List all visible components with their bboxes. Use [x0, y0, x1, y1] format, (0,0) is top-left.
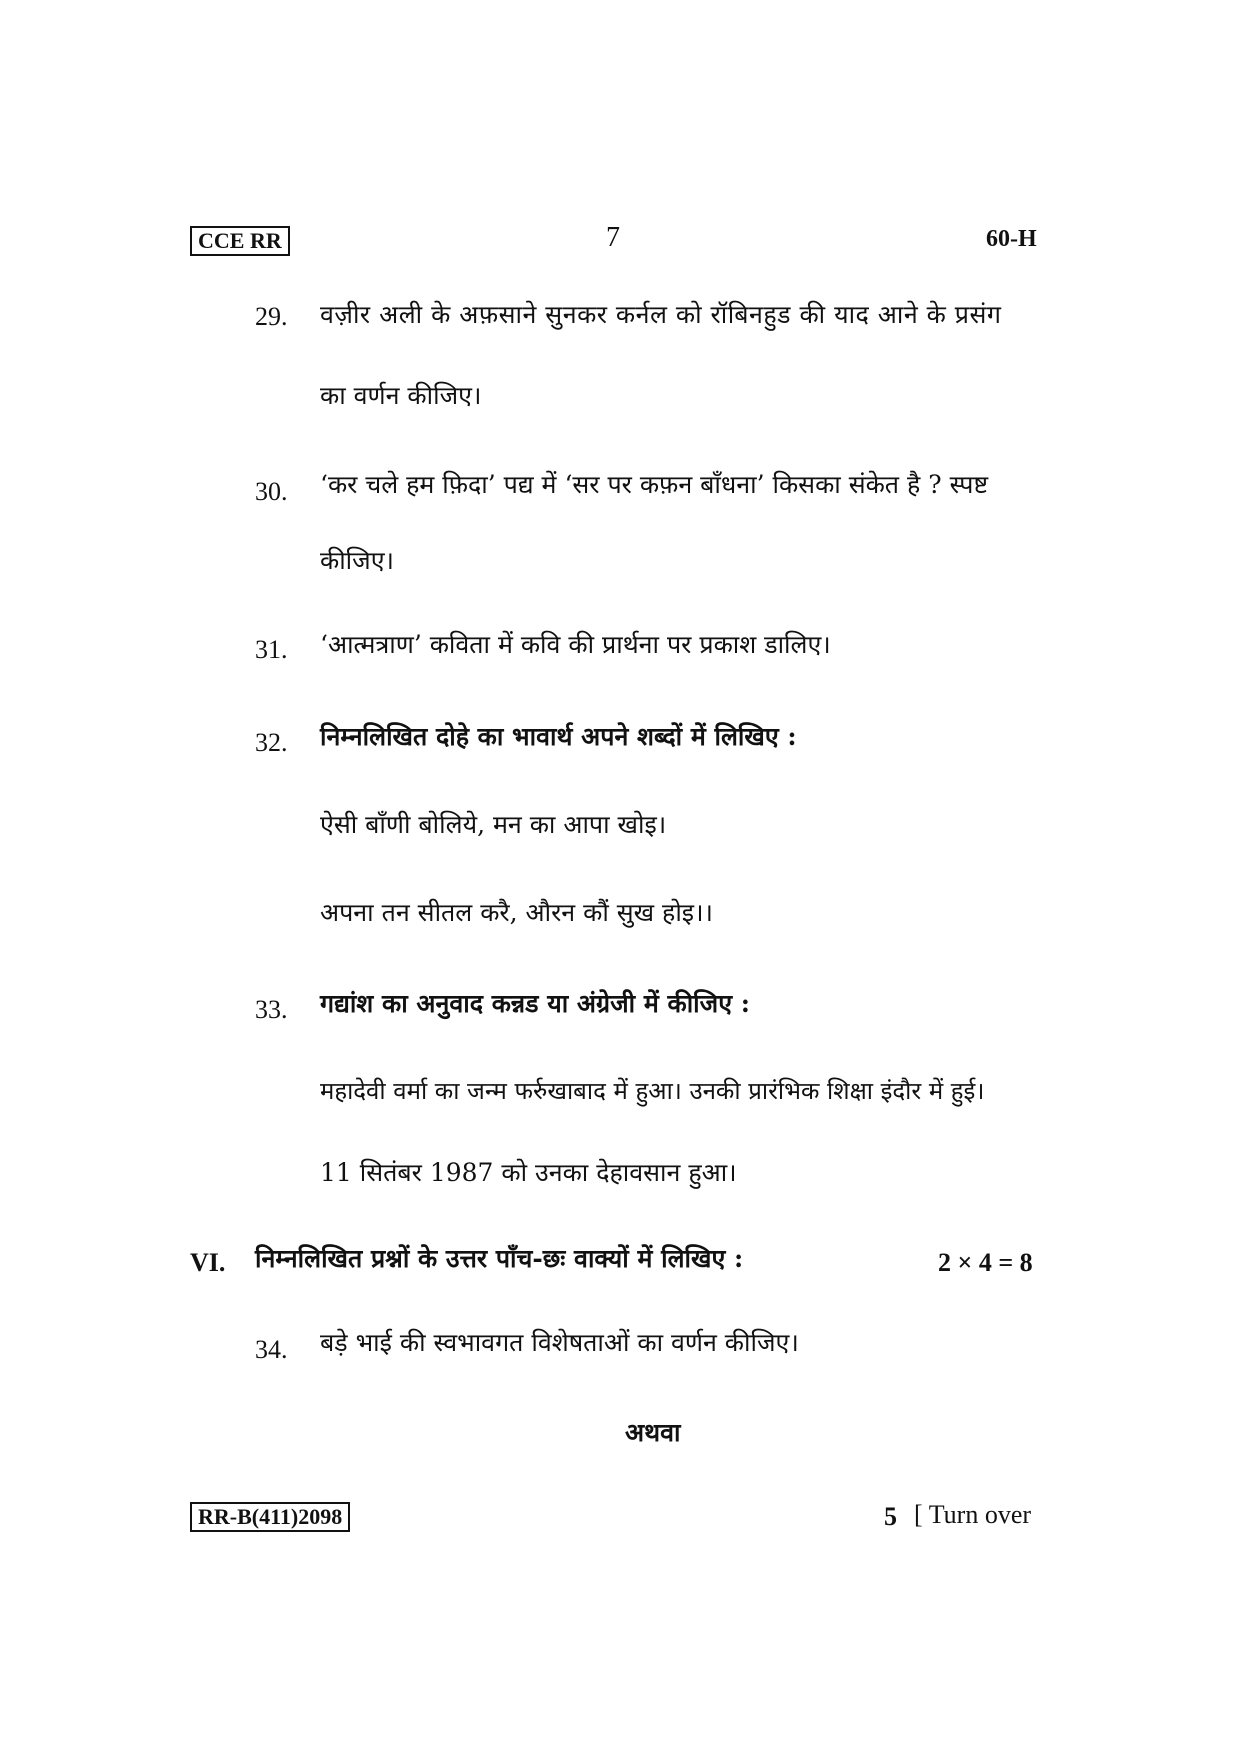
question-32-instruction: निम्नलिखित दोहे का भावार्थ अपने शब्दों में लिखिए : — [320, 722, 797, 751]
section-numeral: VI. — [190, 1248, 226, 1277]
question-33-passage-line-1: महादेवी वर्मा का जन्म फर्रुखाबाद में हुआ। उनकी प्रारंभिक शिक्षा इंदौर में हुई। — [320, 1077, 985, 1105]
question-34-line-1: बड़े भाई की स्वभावगत विशेषताओं का वर्णन कीजिए। — [320, 1328, 799, 1357]
header-code-box: CCE RR — [190, 226, 290, 256]
question-number-31: 31. — [255, 635, 288, 664]
question-30-line-1: ‘कर चले हम फ़िदा’ पद्य में ‘सर पर कफ़न बाँधना’ किसका संकेत है ? स्पष्ट — [320, 470, 989, 499]
footer-code-box: RR-B(411)2098 — [190, 1502, 350, 1532]
sheet-number: 5 — [884, 1502, 897, 1531]
or-label: अथवा — [625, 1418, 681, 1447]
page-number: 7 — [606, 222, 620, 253]
paper-code: 60-H — [986, 226, 1037, 252]
section-instruction: निम्नलिखित प्रश्नों के उत्तर पाँच-छः वाक्यों में लिखिए : — [255, 1244, 744, 1273]
section-marks: 2 × 4 = 8 — [938, 1248, 1033, 1277]
question-number-32: 32. — [255, 728, 288, 757]
question-number-33: 33. — [255, 995, 288, 1024]
question-29-line-2: का वर्णन कीजिए। — [320, 381, 482, 410]
question-33-instruction: गद्यांश का अनुवाद कन्नड या अंग्रेजी में कीजिए : — [320, 989, 750, 1018]
question-number-29: 29. — [255, 302, 288, 331]
question-32-verse-2: अपना तन सीतल करै, औरन कौं सुख होइ।। — [320, 898, 714, 927]
question-number-30: 30. — [255, 477, 288, 506]
question-32-verse-1: ऐसी बाँणी बोलिये, मन का आपा खोइ। — [320, 810, 667, 839]
question-33-passage-line-2: 11 सितंबर 1987 को उनका देहावसान हुआ। — [320, 1158, 737, 1187]
question-29-line-1: वज़ीर अली के अफ़साने सुनकर कर्नल को रॉबिनहुड की याद आने के प्रसंग — [320, 300, 1002, 329]
question-31-line-1: ‘आत्मत्राण’ कविता में कवि की प्रार्थना पर प्रकाश डालिए। — [320, 630, 831, 659]
question-30-line-2: कीजिए। — [320, 546, 395, 575]
turn-over: [ Turn over — [914, 1500, 1032, 1529]
question-number-34: 34. — [255, 1335, 288, 1364]
